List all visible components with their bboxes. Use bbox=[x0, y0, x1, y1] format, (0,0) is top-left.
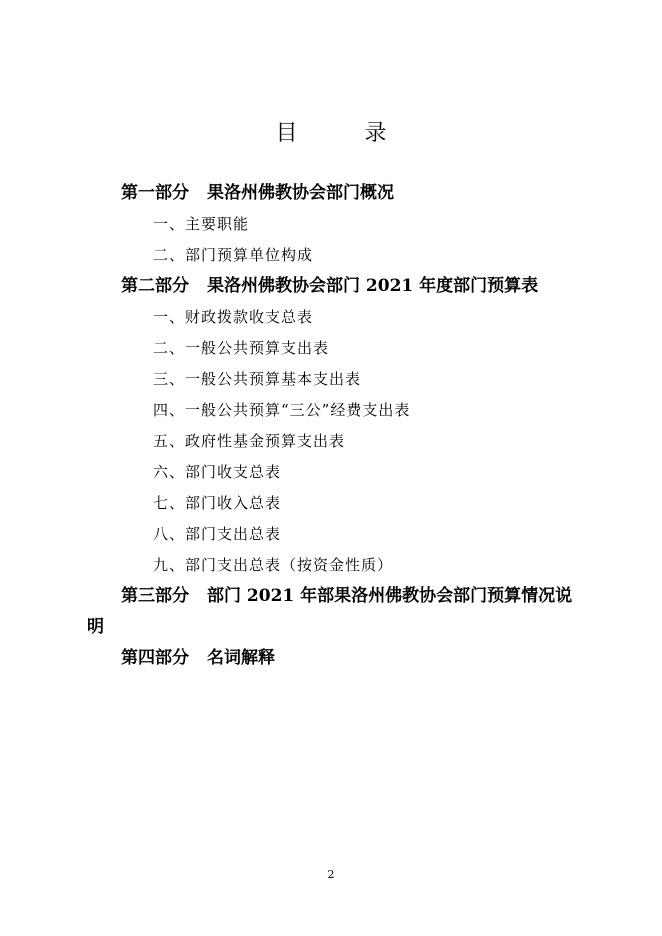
toc-item: 四、一般公共预算“三公”经费支出表 bbox=[153, 401, 411, 419]
part-title: 名词解释 bbox=[207, 648, 275, 668]
toc-part-4 bbox=[87, 643, 587, 674]
toc-item: 一、主要职能 bbox=[153, 215, 250, 233]
part-title: 部门 2021 年部果洛州佛教协会部门预算情况说明 bbox=[87, 586, 573, 637]
toc-item: 三、一般公共预算基本支出表 bbox=[153, 370, 362, 388]
part-prefix: 第四部分 bbox=[121, 648, 189, 668]
toc-item: 一、财政拨款收支总表 bbox=[153, 308, 314, 326]
toc-item: 二、一般公共预算支出表 bbox=[153, 339, 330, 357]
toc-item: 九、部门支出总表（按资金性质） bbox=[153, 556, 394, 574]
toc-part-3 bbox=[87, 581, 587, 643]
toc-part-2 bbox=[87, 271, 587, 302]
part-prefix: 第三部分 bbox=[121, 586, 189, 606]
page-number: 2 bbox=[327, 868, 335, 881]
page-title: 目 录 bbox=[275, 121, 417, 146]
toc-item: 五、政府性基金预算支出表 bbox=[153, 432, 346, 450]
toc-item: 二、部门预算单位构成 bbox=[153, 246, 314, 264]
table-of-contents bbox=[87, 178, 587, 674]
part-prefix: 第二部分 bbox=[121, 276, 189, 296]
toc-item: 七、部门收入总表 bbox=[153, 494, 282, 512]
toc-part-1 bbox=[87, 178, 587, 209]
part-title: 果洛州佛教协会部门 2021 年度部门预算表 bbox=[207, 276, 539, 296]
toc-item: 六、部门收支总表 bbox=[153, 463, 282, 481]
toc-item: 八、部门支出总表 bbox=[153, 525, 282, 543]
part-prefix: 第一部分 bbox=[121, 183, 189, 203]
part-title: 果洛州佛教协会部门概况 bbox=[207, 183, 394, 203]
